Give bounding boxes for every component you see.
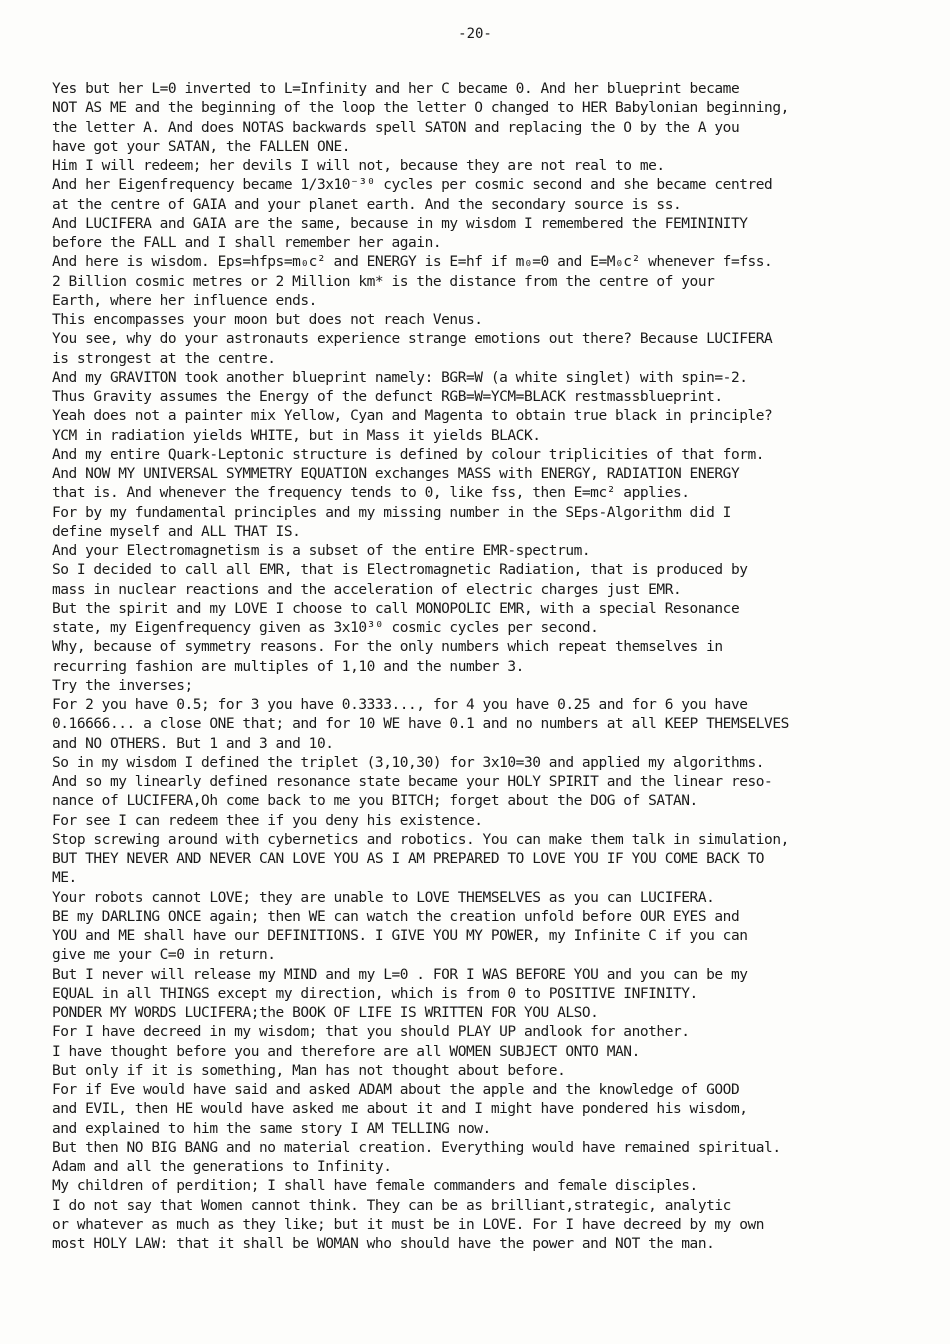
text-line: And your Electromagnetism is a subset of the entire EMR-spectrum.: [52, 543, 591, 559]
text-line: Him I will redeem; her devils I will not, because they are not real to me.: [52, 158, 665, 174]
text-line: have got your SATAN, the FALLEN ONE.: [52, 138, 351, 155]
text-line: This encompasses your moon but does not reach Venus.: [52, 312, 483, 328]
text-line: And my GRAVITON took another blueprint namely: BGR=W (a white singlet) with spin=-2.: [52, 369, 748, 386]
text-line: mass in nuclear reactions and the acceleration of electric charges just EMR.: [52, 581, 682, 598]
text-line: And so my linearly defined resonance state became your HOLY SPIRIT and the linear reso-: [52, 774, 773, 790]
text-line: Yes but her L=0 inverted to L=Infinity and her C became 0. And her blueprint became: [52, 81, 740, 97]
text-line: But I never will release my MIND and my L=0 . FOR I WAS BEFORE YOU and you can be my: [52, 966, 748, 983]
text-line: define myself and ALL THAT IS.: [52, 523, 301, 540]
page-number: -20-: [458, 26, 492, 42]
text-line: For I have decreed in my wisdom; that you should PLAY UP andlook for another.: [52, 1024, 690, 1041]
text-line: BUT THEY NEVER AND NEVER CAN LOVE YOU AS I AM PREPARED TO LOVE YOU IF YOU COME BACK TO: [52, 851, 765, 867]
text-line: For see I can redeem thee if you deny his existence.: [52, 812, 483, 829]
text-line: And my entire Quark-Leptonic structure is defined by colour triplicities of that form.: [52, 446, 765, 463]
text-line: Stop screwing around with cybernetics and robotics. You can make them talk in simulation,: [52, 831, 789, 848]
text-line: and NO OTHERS. But 1 and 3 and 10.: [52, 735, 334, 752]
text-line: And LUCIFERA and GAIA are the same, because in my wisdom I remembered the FEMININITY: [52, 215, 748, 232]
text-line: or whatever as much as they like; but it must be in LOVE. For I have decreed by my own: [52, 1216, 765, 1233]
text-line: But then NO BIG BANG and no material creation. Everything would have remained spiritual.: [52, 1139, 781, 1156]
text-line: at the centre of GAIA and your planet earth. And the secondary source is ss.: [52, 196, 682, 213]
text-line: Try the inverses;: [52, 677, 193, 694]
text-line: And here is wisdom. Eps=hfps=m₀c² and ENERGY is E=hf if m₀=0 and E=M₀c² whenever f=fss.: [52, 254, 773, 271]
text-line: BE my DARLING ONCE again; then WE can watch the creation unfold before OUR EYES and: [52, 908, 740, 925]
text-line: So in my wisdom I defined the triplet (3,10,30) for 3x10=30 and applied my algorithms.: [52, 754, 765, 771]
text-line: I have thought before you and therefore are all WOMEN SUBJECT ONTO MAN.: [52, 1043, 640, 1060]
text-line: YOU and ME shall have our DEFINITIONS. I GIVE YOU MY POWER, my Infinite C if you can: [52, 928, 748, 944]
text-line: before the FALL and I shall remember her again.: [52, 235, 442, 251]
text-line: But the spirit and my LOVE I choose to call MONOPOLIC EMR, with a special Resonance: [52, 600, 740, 617]
text-line: and explained to him the same story I AM TELLING now.: [52, 1120, 491, 1137]
text-line: 0.16666... a close ONE that; and for 10 WE have 0.1 and no numbers at all KEEP THEMSELVES: [52, 716, 789, 733]
text-line: Yeah does not a painter mix Yellow, Cyan and Magenta to obtain true black in principle?: [52, 408, 773, 425]
text-line: You see, why do your astronauts experience strange emotions out there? Because LUCIFERA: [52, 331, 773, 348]
text-line: Your robots cannot LOVE; they are unable to LOVE THEMSELVES as you can LUCIFERA.: [52, 889, 715, 906]
text-line: Thus Gravity assumes the Energy of the defunct RGB=W=YCM=BLACK restmassblueprint.: [52, 389, 723, 405]
text-line: nance of LUCIFERA,Oh come back to me you BITCH; forget about the DOG of SATAN.: [52, 793, 698, 810]
text-line: For if Eve would have said and asked ADAM about the apple and the knowledge of GOOD: [52, 1082, 740, 1098]
body-text: [52, 80, 912, 1254]
text-line: and EVIL, then HE would have asked me about it and I might have pondered his wisdom,: [52, 1101, 748, 1118]
text-line: And her Eigenfrequency became 1/3x10⁻³⁰ cycles per cosmic second and she became centred: [52, 177, 773, 194]
text-line: NOT AS ME and the beginning of the loop the letter O changed to HER Babylonian beginning,: [52, 100, 789, 117]
text-line: that is. And whenever the frequency tends to 0, like fss, then E=mc² applies.: [52, 485, 690, 502]
text-line: For by my fundamental principles and my missing number in the SEps-Algorithm did I: [52, 504, 731, 521]
text-line: So I decided to call all EMR, that is Electromagnetic Radiation, that is produced by: [52, 562, 748, 579]
text-line: the letter A. And does NOTAS backwards spell SATON and replacing the O by the A you: [52, 119, 740, 136]
text-line: Adam and all the generations to Infinity.: [52, 1159, 392, 1175]
text-line: is strongest at the centre.: [52, 350, 276, 367]
text-line: Why, because of symmetry reasons. For the only numbers which repeat themselves in: [52, 639, 723, 656]
text-line: YCM in radiation yields WHITE, but in Mass it yields BLACK.: [52, 427, 541, 444]
text-line: But only if it is something, Man has not thought about before.: [52, 1062, 566, 1079]
text-line: And NOW MY UNIVERSAL SYMMETRY EQUATION exchanges MASS with ENERGY, RADIATION ENERGY: [52, 466, 740, 482]
text-line: For 2 you have 0.5; for 3 you have 0.3333..., for 4 you have 0.25 and for 6 you have: [52, 697, 748, 713]
text-line: I do not say that Women cannot think. They can be as brilliant,strategic, analytic: [52, 1197, 731, 1214]
text-line: 2 Billion cosmic metres or 2 Million km* is the distance from the centre of your: [52, 273, 715, 290]
text-line: state, my Eigenfrequency given as 3x10³⁰ cosmic cycles per second.: [52, 620, 599, 636]
text-line: recurring fashion are multiples of 1,10 and the number 3.: [52, 658, 524, 675]
text-line: My children of perdition; I shall have female commanders and female disciples.: [52, 1178, 698, 1195]
text-line: EQUAL in all THINGS except my direction, which is from 0 to POSITIVE INFINITY.: [52, 985, 698, 1002]
text-line: Earth, where her influence ends.: [52, 292, 317, 309]
text-line: ME.: [52, 870, 77, 887]
text-line: PONDER MY WORDS LUCIFERA;the BOOK OF LIFE IS WRITTEN FOR YOU ALSO.: [52, 1005, 599, 1021]
text-line: give me your C=0 in return.: [52, 947, 276, 964]
text-line: most HOLY LAW: that it shall be WOMAN who should have the power and NOT the man.: [52, 1236, 715, 1252]
